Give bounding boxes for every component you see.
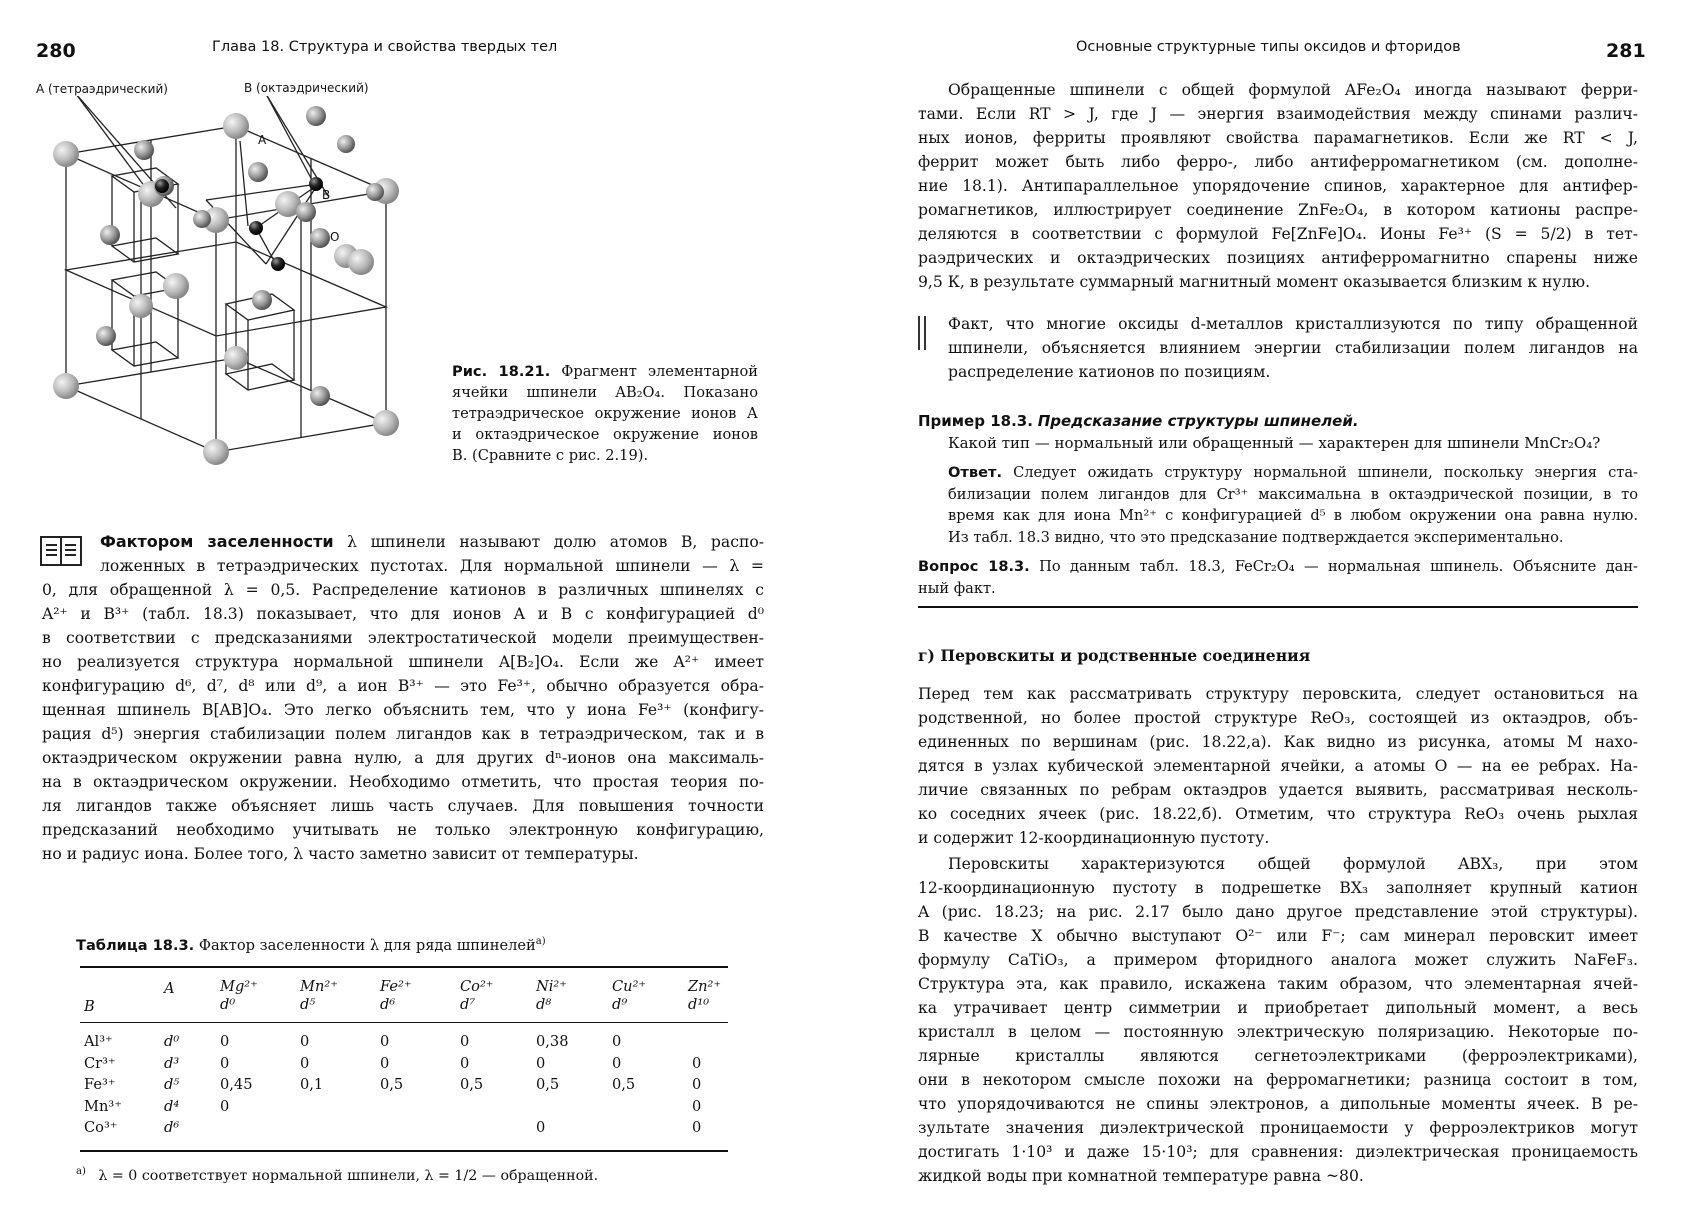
left-page-number: 280: [36, 40, 76, 62]
left-running-head: Глава 18. Структура и свойства твердых тел: [212, 39, 558, 55]
table-row: [80, 1055, 728, 1076]
table-col-header: Mn²⁺ d⁵: [300, 978, 338, 1013]
table-top-rule: [80, 966, 728, 968]
table-cell: 0,5: [460, 1076, 484, 1093]
table-cell: 0: [692, 1119, 702, 1136]
table-cell-a: d⁴: [164, 1097, 180, 1115]
example-answer: Ответ. Следует ожидать структуру нормальной шпинели, поскольку энергия ста- билизации полем лигандов для Cr³⁺ максимальна в октаэдрической позиции, в то время как для иона Mn²⁺ с конфигурацией d⁵ в любом окружении она равна нулю. Из табл. 18.3 видно, что это предсказание подтверждается экспериментально.: [948, 464, 1638, 546]
table-cell-b: Cr³⁺: [84, 1054, 116, 1072]
table-cell-b: Co³⁺: [84, 1119, 118, 1136]
letter-b: B: [322, 188, 331, 202]
note-paragraph: Факт, что многие оксиды d-металлов кристаллизуются по типу обращенной шпинели, объясняется влиянием энергии стабилизации полем лигандов на распределение катионов по позициям.: [948, 315, 1638, 381]
letter-o: O: [330, 230, 340, 244]
label-tetrahedral: А (тетраэдрический): [36, 82, 168, 96]
right-paragraph-perovskites: Перовскиты характеризуются общей формулой ABX₃, при этом 12-координационную пустоту в подрешетке BX₃ заполняет крупный катион A (рис. 18.23; на рис. 2.17 было дано другое представление этой структуры). В качестве X обычно выступают O²⁻ или F⁻; сам минерал перовскит имеет формулу CaTiO₃, а примером фторидного аналога может служить NaFeF₃. Структура эта, как правило, искажена таким образом, что элементарная ячей- ка утрачивает центр симметрии и приобретает дипольный момент, а весь кристалл в целом — постоянную электрическую поляризацию. Некоторые по- лярные кристаллы являются сегнетоэлектриками (ферроэлектриками), они в некотором смысле похожи на ферромагнетики; разница состоит в том, что упорядочиваются не спины электронов, а дипольные моменты ячеек. В ре- зультате значения диэлектрической проницаемости у ферроэлектриков могут достигать 1·10³ и даже 15·10³; для сравнения: диэлектрическая проницаемость жидкой воды при комнатной температуре равна ~80.: [918, 855, 1638, 1185]
label-octahedral: В (октаэдрический): [244, 81, 369, 95]
table-col-header: Ni²⁺ d⁸: [536, 978, 567, 1013]
example-end-rule: [918, 606, 1638, 608]
table-cell-a: d³: [164, 1054, 180, 1072]
table-cell-b: Mn³⁺: [84, 1097, 122, 1115]
table-cell: 0: [220, 1097, 230, 1115]
table-cell: 0: [692, 1076, 702, 1093]
table-cell: 0,45: [220, 1076, 253, 1093]
table-col-header: Fe²⁺ d⁶: [380, 978, 412, 1013]
table-cell: 0: [460, 1033, 470, 1050]
table-cell-a: d⁵: [164, 1076, 180, 1093]
spinel-unit-cell-figure: [36, 96, 436, 486]
table-cell: 0: [460, 1054, 470, 1072]
table-row: [80, 1119, 728, 1140]
figure-caption-title: Рис. 18.21.: [452, 363, 551, 380]
right-running-head: Основные структурные типы оксидов и фторидов: [1076, 39, 1461, 55]
table-cell: 0: [300, 1033, 310, 1050]
table-cell: 0: [220, 1033, 230, 1050]
table-cell: 0: [692, 1097, 702, 1115]
table-cell: 0: [300, 1054, 310, 1072]
table-cell-b: Fe³⁺: [84, 1076, 116, 1093]
table-col-header: Co²⁺ d⁷: [460, 978, 494, 1013]
cell-edges: [66, 96, 386, 452]
example-question: Какой тип — нормальный или обращенный — характерен для шпинели MnCr₂O₄?: [948, 434, 1601, 452]
table-cell: 0: [380, 1054, 390, 1072]
table-cell-b: Al³⁺: [84, 1033, 113, 1050]
table-cell: 0,5: [612, 1076, 636, 1093]
table-cell: 0,5: [536, 1076, 560, 1093]
table-row: [80, 1098, 728, 1119]
table-header-rule: [80, 1022, 728, 1023]
table-cell: 0: [536, 1054, 546, 1072]
table-cell: 0,5: [380, 1076, 404, 1093]
right-paragraph-ferrites: Обращенные шпинели с общей формулой AFe₂O₄ иногда называют ферри- тами. Если RT > J, где J — энергия взаимодействия между спинами различ- ных ионов, ферриты проявляют свойства парамагнетиков. Если же RT < J, феррит может быть либо ферро-, либо антиферромагнетиком (см. дополне- ние 18.1). Антипараллельное упорядочение спинов, характерное для антифер- ромагнетиков, иллюстрирует соединение ZnFe₂O₄, в котором катионы распре- деляются в соответствии с формулой Fe[ZnFe]O₄. Ионы Fe³⁺ (S = 5/2) в тет- раэдрических и октаэдрических позициях антиферромагнитно спарены ниже 9,5 К, в результате суммарный магнитный момент оказывается близким к нулю.: [918, 81, 1638, 291]
table-cell: 0,1: [300, 1076, 324, 1093]
table-cell: 0: [612, 1054, 622, 1072]
question-block: Вопрос 18.3. По данным табл. 18.3, FeCr₂O₄ — нормальная шпинель. Объясните дан- ный факт.: [918, 558, 1638, 597]
table-row: [80, 1033, 728, 1054]
table-col-header: Cu²⁺ d⁹: [612, 978, 647, 1013]
table-col-header: Mg²⁺ d⁰: [220, 978, 258, 1013]
table-cell-a: d⁰: [164, 1033, 180, 1050]
cell-atoms: [53, 106, 399, 465]
table-cell: 0: [612, 1033, 622, 1050]
table-bottom-rule: [80, 1150, 728, 1152]
table-row: [80, 1076, 728, 1097]
section-title: г) Перовскиты и родственные соединения: [918, 646, 1311, 665]
table-cell-a: d⁶: [164, 1119, 180, 1136]
table-title: Таблица 18.3. Фактор заселенности λ для ряда шпинелей$^{a)}$: [76, 936, 546, 954]
letter-a: A: [258, 133, 267, 147]
left-main-paragraph: Фактором заселенности λ шпинели называют долю атомов B, распо- ложенных в тетраэдрических пустотах. Для нормальной шпинели — λ = 0, для обращенной λ = 0,5. Распределение катионов в различных шпинелях с A²⁺ и B³⁺ (табл. 18.3) показывает, что для ионов A и B с конфигурацией d⁰ в соответствии с предсказаниями электростатической модели преимуществен- но реализуется структура нормальной шпинели A[B₂]O₄. Если же A²⁺ имеет конфигурацию d⁶, d⁷, d⁸ или d⁹, а ион B³⁺ — это Fe³⁺, обычно образуется обра- щенная шпинель B[AB]O₄. Это легко объяснить тем, что у иона Fe³⁺ (конфигу- рация d⁵) энергия стабилизации полем лигандов как в тетраэдрическом, так и в октаэдрическом окружении равна нулю, а для других dⁿ-ионов она максималь- на в октаэдрическом окружении. Необходимо отметить, что простая теория по- ля лигандов также объясняет лишь часть случаев. Для повышения точности предсказаний необходимо учитывать не только электронную конфигурацию, но и радиус иона. Более того, λ часто заметно зависит от температуры.: [42, 532, 764, 863]
term-occupancy-factor: Фактором заселенности: [100, 532, 334, 551]
example-heading: Пример 18.3. Предсказание структуры шпинелей.: [918, 412, 1359, 430]
table-cell: 0: [220, 1054, 230, 1072]
note-marker-bar: [924, 316, 926, 350]
table-footnote: $^{a)}$ λ = 0 соответствует нормальной шпинели, λ = 1/2 — обращенной.: [76, 1166, 599, 1184]
table-col-header: Zn²⁺ d¹⁰: [688, 978, 722, 1013]
table-cell: 0: [692, 1054, 702, 1072]
table-cell: 0,38: [536, 1033, 569, 1050]
figure-caption: Рис. 18.21. Фрагмент элементарной ячейки шпинели AB₂O₄. Показано тетраэдрическое окружение ионов А и октаэдрическое окружение ионов В. (Сравните с рис. 2.19).: [452, 363, 759, 464]
right-paragraph-reo3: Перед тем как рассматривать структуру перовскита, следует остановиться на родственной, но более простой структуре ReO₃, состоящей из октаэдров, объ- единенных по вершинам (рис. 18.22,а). Как видно из рисунка, атомы M нахо- дятся в узлах кубической элементарной ячейки, а атомы O — на ее ребрах. На- личие связанных по ребрам октаэдров удается выявить, рассматривая несколь- ко соседних ячеек (рис. 18.22,б). Отметим, что структура ReO₃ очень рыхлая и содержит 12-координационную пустоту.: [918, 685, 1638, 847]
note-marker-bar: [918, 316, 920, 350]
table-cell: 0: [380, 1033, 390, 1050]
table-cell: 0: [536, 1119, 546, 1136]
right-page-number: 281: [1606, 40, 1646, 62]
